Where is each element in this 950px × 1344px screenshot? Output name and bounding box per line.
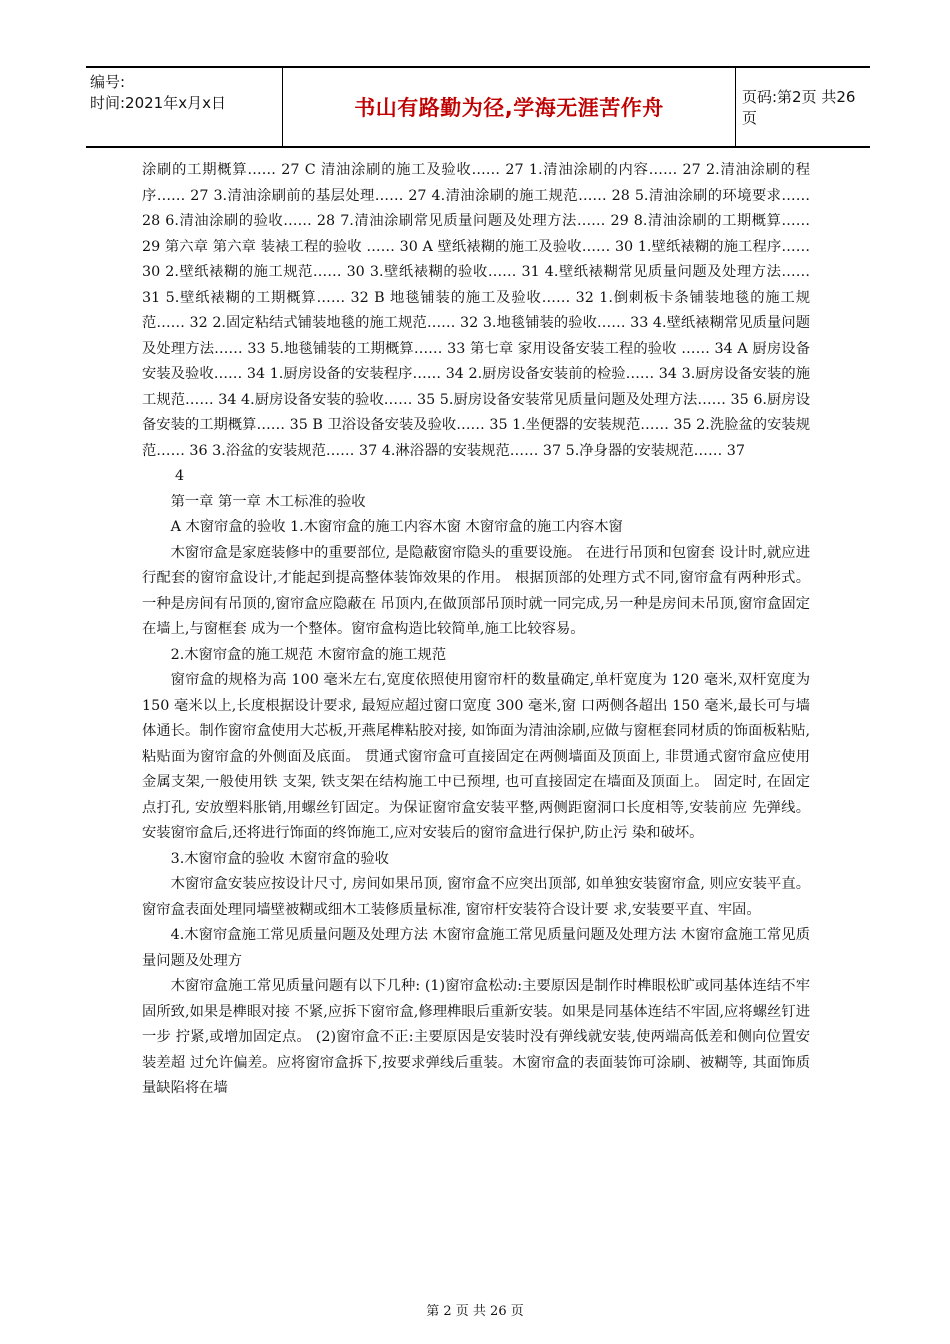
chapter-heading: 第一章 第一章 木工标准的验收: [170, 493, 366, 510]
toc-paragraph: 涂刷的工期概算…… 27 C 清油涂刷的施工及验收…… 27 1.清油涂刷的内容…… 27 2.清油涂刷的程序…… 27 3.清油涂刷前的基层处理…… 27 4.清油涂刷的施工规范…… 28 5.清油涂刷的环境要求…… 28 6.清油涂刷的验收…… 28 7.清油涂刷常见质量问题及处理方法…… 29 8.清油涂刷的工期概算…… 29 第六章 第六章 装裱工程的验收 …… 30 A 壁纸裱糊的施工及验收…… 30 1.壁纸裱糊的施工程序…… 30 2.壁纸裱糊的施工规范…… 30 3.壁纸裱糊的验收…… 31 4.壁纸裱糊常见质量问题及处理方法…… 31 5.壁纸裱糊的工期概算…… 32 B 地毯铺装的施工及验收…… 32 1.倒刺板卡条铺装地毯的施工规范…… 32 2.固定粘结式铺装地毯的施工规范…… 32 3.地毯铺装的验收…… 33 4.壁纸裱糊常见质量问题及处理方法…… 33 5.地毯铺装的工期概算…… 33 第七章 家用设备安装工程的验收 …… 34 A 厨房设备安装及验收…… 34 1.厨房设备的安装程序…… 34 2.厨房设备安装前的检验…… 34 3.厨房设备安装的施工规范…… 34 4.厨房设备安装的验收…… 35 5.厨房设备安装常见质量问题及处理方法…… 35 6.厨房设备安装的工期概算…… 35 B 卫浴设备安装及验收…… 35 1.坐便器的安装规范…… 35 2.洗脸盆的安装规范…… 36 3.浴盆的安装规范…… 37 4.淋浴器的安装规范…… 37 5.净身器的安装规范…… 37: [142, 162, 810, 459]
paragraph-4: 木窗帘盒施工常见质量问题有以下几种: (1)窗帘盒松动:主要原因是制作时榫眼松旷或同基体连结不牢固所致,如果是榫眼对接 不紧,应拆下窗帘盒,修理榫眼后重新安装。如果是同基体连结不牢固,应将螺丝钉进一步 拧紧,或增加固定点。 (2)窗帘盒不正:主要原因是安装时没有弹线就安装,使两端高低差和侧向位置安装差超 过允许偏差。应将窗帘盒拆下,按要求弹线后重装。木窗帘盒的表面装饰可涂刷、被糊等, 其面饰质量缺陷将在墙: [142, 978, 810, 1096]
paragraph-1: 木窗帘盒是家庭装修中的重要部位, 是隐蔽窗帘隐头的重要设施。 在进行吊顶和包窗套 设计时,就应进行配套的窗帘盒设计,才能起到提高整体装饰效果的作用。 根据顶部的处理方式不同,窗帘盒有两种形式。一种是房间有吊顶的,窗帘盒应隐蔽在 吊顶内,在做顶部吊顶时就一同完成,另一种是房间未吊顶,窗帘盒固定在墙上,与窗框套 成为一个整体。窗帘盒构造比较简单,施工比较容易。: [142, 544, 810, 637]
heading-2: 2.木窗帘盒的施工规范 木窗帘盒的施工规范: [170, 646, 447, 663]
document-time-label: 时间:2021年x月x日: [90, 94, 226, 112]
toc-page-number: 4: [175, 468, 185, 484]
header-motto: 书山有路勤为径,学海无涯苦作舟: [354, 96, 664, 120]
paragraph-3: 木窗帘盒安装应按设计尺寸, 房间如果吊顶, 窗帘盒不应突出顶部, 如单独安装窗帘盒, 则应安装平直。 窗帘盒表面处理同墙壁被糊或细木工装修质量标准, 窗帘杆安装符合设计要 求,安装要平直、牢固。: [142, 876, 810, 918]
heading-4: 4.木窗帘盒施工常见质量问题及处理方法 木窗帘盒施工常见质量问题及处理方法 木窗帘盒施工常见质量问题及处理方: [142, 927, 810, 969]
page-header: [86, 66, 870, 148]
section-a-heading: A 木窗帘盒的验收 1.木窗帘盒的施工内容木窗 木窗帘盒的施工内容木窗: [170, 519, 623, 535]
header-motto-cell: [282, 68, 736, 146]
header-page-cell: [742, 68, 870, 146]
heading-3: 3.木窗帘盒的验收 木窗帘盒的验收: [170, 850, 389, 867]
document-body: [142, 158, 810, 1102]
header-page-label: 页码:第2页 共26页: [742, 88, 856, 127]
paragraph-2: 窗帘盒的规格为高 100 毫米左右,宽度依照使用窗帘杆的数量确定,单杆宽度为 120 毫米,双杆宽度为 150 毫米以上,长度根据设计要求, 最短应超过窗口宽度 300 毫米,窗 口两侧各超出 150 毫米,最长可与墙体通长。制作窗帘盒使用大芯板,开燕尾榫粘胶对接, 如饰面为清油涂刷,应做与窗框套同材质的饰面板粘贴,粘贴面为窗帘盒的外侧面及底面。 贯通式窗帘盒可直接固定在两侧墙面及顶面上, 非贯通式窗帘盒应使用金属支架,一般使用铁 支架, 铁支架在结构施工中已预埋, 也可直接固定在墙面及顶面上。 固定时, 在固定点打孔, 安放塑料胀销,用螺丝钉固定。为保证窗帘盒安装平整,两侧距窗洞口长度相等,安装前应 先弹线。安装窗帘盒后,还将进行饰面的终饰施工,应对安装后的窗帘盒进行保护,防止污 染和破坏。: [142, 672, 810, 841]
footer-page-number: 第 2 页 共 26 页: [426, 1304, 524, 1319]
document-number-label: 编号:: [90, 73, 126, 91]
header-meta: [86, 68, 282, 146]
